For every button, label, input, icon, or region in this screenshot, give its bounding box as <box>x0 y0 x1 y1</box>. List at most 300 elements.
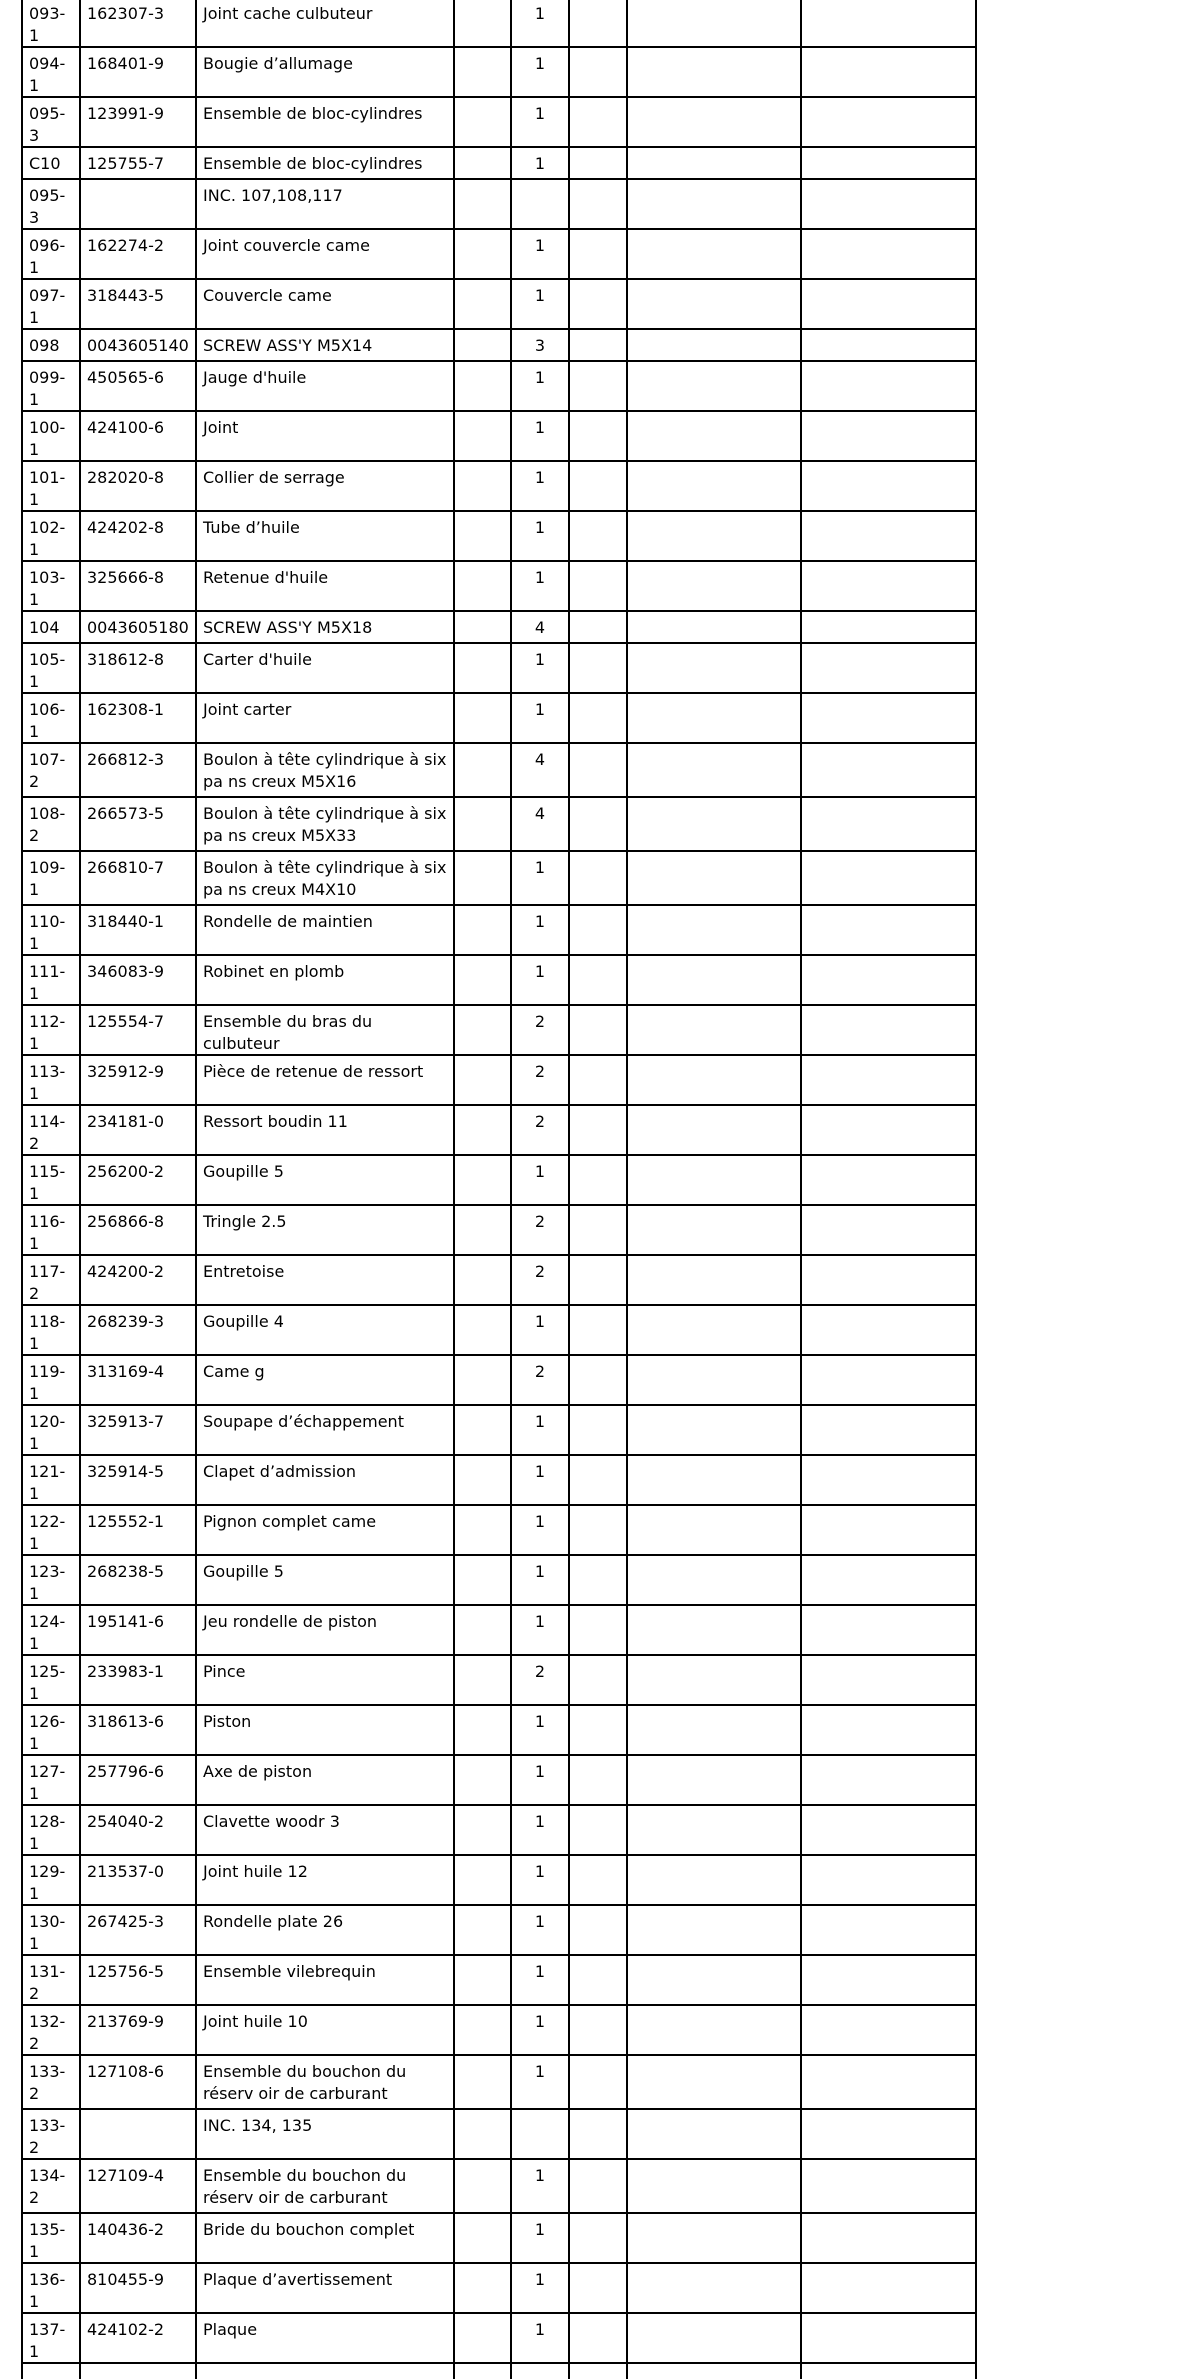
quantity-text: 2 <box>534 1662 546 1681</box>
part-number-text: 424200-2 <box>87 1262 165 1281</box>
description-cell <box>196 1455 454 1505</box>
ref-number-text: 118-1 <box>29 1312 66 1353</box>
ref-number-text: 135-1 <box>29 2220 66 2261</box>
blank-cell <box>627 2005 801 2055</box>
blank-cell <box>569 955 627 1005</box>
blank-cell <box>454 2109 511 2159</box>
blank-cell <box>801 905 976 955</box>
part-number-text: 0043605180 <box>87 618 189 637</box>
blank-cell <box>627 97 801 147</box>
blank-cell <box>454 1605 511 1655</box>
description-text: Bride du bouchon complet <box>203 2220 415 2239</box>
blank-cell <box>569 1105 627 1155</box>
quantity-text: 2 <box>534 1262 546 1281</box>
part-number-cell <box>80 1155 196 1205</box>
description-cell <box>196 1305 454 1355</box>
table-row <box>22 2005 976 2055</box>
ref-number-cell <box>22 2213 80 2263</box>
table-row <box>22 743 976 797</box>
description-cell <box>196 561 454 611</box>
blank-cell <box>627 2213 801 2263</box>
part-number-cell <box>80 47 196 97</box>
table-row <box>22 1055 976 1105</box>
blank-cell <box>569 147 627 179</box>
ref-number-text: 096-1 <box>29 236 66 277</box>
quantity-text: 1 <box>534 1812 546 1831</box>
table-row <box>22 1755 976 1805</box>
ref-number-text: 103-1 <box>29 568 66 609</box>
description-cell <box>196 1555 454 1605</box>
ref-number-cell <box>22 2313 80 2363</box>
blank-cell <box>801 2005 976 2055</box>
table-row <box>22 1405 976 1455</box>
quantity-cell <box>511 1755 569 1805</box>
ref-number-text: 095-3 <box>29 186 66 227</box>
table-row <box>22 851 976 905</box>
blank-cell <box>627 1905 801 1955</box>
quantity-text: 1 <box>534 54 546 73</box>
quantity-text: 4 <box>534 618 546 637</box>
blank-cell <box>569 97 627 147</box>
blank-cell <box>801 1005 976 1055</box>
ref-number-cell <box>22 229 80 279</box>
ref-number-text: 128-1 <box>29 1812 66 1853</box>
ref-number-text: 106-1 <box>29 700 66 741</box>
part-number-cell <box>80 2109 196 2159</box>
table-row <box>22 47 976 97</box>
table-row <box>22 0 976 47</box>
ref-number-text: 104 <box>29 618 60 637</box>
ref-number-text: 124-1 <box>29 1612 66 1653</box>
description-cell <box>196 643 454 693</box>
part-number-cell <box>80 2159 196 2213</box>
table-row <box>22 1605 976 1655</box>
ref-number-text: 136-1 <box>29 2270 66 2311</box>
blank-cell <box>627 2263 801 2313</box>
part-number-cell <box>80 1855 196 1905</box>
blank-cell <box>801 611 976 643</box>
description-cell <box>196 279 454 329</box>
description-text: Pignon complet came <box>203 1512 377 1531</box>
description-cell <box>196 2005 454 2055</box>
part-number-text: 162308-1 <box>87 700 165 719</box>
quantity-cell <box>511 179 569 229</box>
blank-cell <box>454 1655 511 1705</box>
description-text: Ensemble du bouchon du réserv oir de carburant <box>203 2062 407 2103</box>
description-cell <box>196 1255 454 1305</box>
part-number-text: 195141-6 <box>87 1612 165 1631</box>
blank-cell <box>454 1755 511 1805</box>
blank-cell <box>627 461 801 511</box>
part-number-cell <box>80 97 196 147</box>
description-cell <box>196 361 454 411</box>
description-text: Retenue d'huile <box>203 568 329 587</box>
ref-number-text: 114-2 <box>29 1112 66 1153</box>
part-number-text: 256200-2 <box>87 1162 165 1181</box>
blank-cell <box>627 611 801 643</box>
quantity-cell <box>511 229 569 279</box>
ref-number-cell <box>22 1155 80 1205</box>
part-number-text: 424202-8 <box>87 518 165 537</box>
description-cell <box>196 47 454 97</box>
table-row <box>22 955 976 1005</box>
blank-cell <box>627 279 801 329</box>
blank-cell <box>801 1655 976 1705</box>
description-text: Ensemble du bras du culbuteur <box>203 1012 373 1053</box>
part-number-text: 325913-7 <box>87 1412 165 1431</box>
part-number-text: 325912-9 <box>87 1062 165 1081</box>
quantity-cell <box>511 2263 569 2313</box>
ref-number-cell <box>22 1505 80 1555</box>
ref-number-text: 111-1 <box>29 962 66 1003</box>
ref-number-cell <box>22 561 80 611</box>
part-number-text: 162307-3 <box>87 4 165 23</box>
description-text: Ensemble de bloc-cylindres <box>203 154 423 173</box>
blank-cell <box>569 1005 627 1055</box>
part-number-cell <box>80 2313 196 2363</box>
part-number-text: 162274-2 <box>87 236 165 255</box>
blank-cell <box>569 2213 627 2263</box>
blank-cell <box>454 1305 511 1355</box>
quantity-text: 4 <box>534 804 546 823</box>
description-text: Ensemble de bloc-cylindres <box>203 104 423 123</box>
description-cell <box>196 1005 454 1055</box>
blank-cell <box>801 1705 976 1755</box>
ref-number-text: 101-1 <box>29 468 66 509</box>
ref-number-cell <box>22 461 80 511</box>
table-row <box>22 1355 976 1405</box>
blank-cell <box>627 361 801 411</box>
description-text: INC. 107,108,117 <box>203 186 343 205</box>
part-number-cell <box>80 2213 196 2263</box>
quantity-text: 1 <box>534 236 546 255</box>
table-row <box>22 1205 976 1255</box>
part-number-text: 213537-0 <box>87 1862 165 1881</box>
ref-number-cell <box>22 329 80 361</box>
blank-cell <box>454 2313 511 2363</box>
description-text: SCREW ASS'Y M5X18 <box>203 618 373 637</box>
quantity-cell <box>511 643 569 693</box>
part-number-cell <box>80 1355 196 1405</box>
quantity-cell <box>511 1705 569 1755</box>
part-number-text: 125756-5 <box>87 1962 165 1981</box>
part-number-cell <box>80 461 196 511</box>
blank-cell <box>454 955 511 1005</box>
blank-cell <box>454 229 511 279</box>
description-text: Clavette woodr 3 <box>203 1812 340 1831</box>
blank-cell <box>569 561 627 611</box>
description-cell <box>196 1505 454 1555</box>
quantity-text: 1 <box>534 1312 546 1331</box>
description-cell <box>196 1755 454 1805</box>
ref-number-cell <box>22 2005 80 2055</box>
table-row-continuation <box>22 2363 976 2379</box>
quantity-cell <box>511 2159 569 2213</box>
ref-number-text: 107-2 <box>29 750 66 791</box>
description-cell <box>196 2263 454 2313</box>
quantity-cell <box>511 1355 569 1405</box>
part-number-cell <box>80 2055 196 2109</box>
quantity-cell <box>511 1255 569 1305</box>
blank-cell <box>627 561 801 611</box>
part-number-cell <box>80 905 196 955</box>
quantity-cell <box>511 2213 569 2263</box>
quantity-text: 1 <box>534 1612 546 1631</box>
blank-cell <box>627 179 801 229</box>
part-number-text: 266810-7 <box>87 858 165 877</box>
quantity-text: 1 <box>534 2062 546 2081</box>
blank-cell <box>627 1055 801 1105</box>
ref-number-cell <box>22 2055 80 2109</box>
blank-cell <box>569 511 627 561</box>
part-number-cell <box>80 561 196 611</box>
part-number-text: 268238-5 <box>87 1562 165 1581</box>
ref-number-cell <box>22 905 80 955</box>
blank-cell <box>511 2363 569 2379</box>
part-number-text: 346083-9 <box>87 962 165 981</box>
blank-cell <box>569 797 627 851</box>
quantity-cell <box>511 1205 569 1255</box>
blank-cell <box>627 1605 801 1655</box>
blank-cell <box>801 561 976 611</box>
part-number-cell <box>80 611 196 643</box>
blank-cell <box>627 797 801 851</box>
description-cell <box>196 461 454 511</box>
quantity-cell <box>511 1105 569 1155</box>
blank-cell <box>569 851 627 905</box>
blank-cell <box>454 797 511 851</box>
blank-cell <box>801 2363 976 2379</box>
part-number-cell <box>80 147 196 179</box>
blank-cell <box>627 1755 801 1805</box>
quantity-text: 2 <box>534 1012 546 1031</box>
blank-cell <box>627 2313 801 2363</box>
description-cell <box>196 147 454 179</box>
description-text: Rondelle plate 26 <box>203 1912 344 1931</box>
description-text: Boulon à tête cylindrique à six pa ns creux M5X16 <box>203 750 447 791</box>
part-number-text: 424102-2 <box>87 2320 165 2339</box>
ref-number-cell <box>22 797 80 851</box>
blank-cell <box>569 611 627 643</box>
blank-cell <box>454 1455 511 1505</box>
description-cell <box>196 229 454 279</box>
part-number-cell <box>80 693 196 743</box>
ref-number-cell <box>22 1955 80 2005</box>
description-text: Came g <box>203 1362 265 1381</box>
quantity-cell <box>511 1505 569 1555</box>
table-row <box>22 2313 976 2363</box>
blank-cell <box>801 1755 976 1805</box>
part-number-cell <box>80 329 196 361</box>
table-row <box>22 1305 976 1355</box>
quantity-text: 1 <box>534 2220 546 2239</box>
blank-cell <box>801 2159 976 2213</box>
blank-cell <box>569 1455 627 1505</box>
ref-number-text: 121-1 <box>29 1462 66 1503</box>
ref-number-text: 110-1 <box>29 912 66 953</box>
quantity-text: 1 <box>534 468 546 487</box>
description-text: Joint huile 12 <box>203 1862 308 1881</box>
blank-cell <box>569 2159 627 2213</box>
blank-cell <box>569 1705 627 1755</box>
ref-number-text: 126-1 <box>29 1712 66 1753</box>
blank-cell <box>801 1955 976 2005</box>
quantity-text: 1 <box>534 1762 546 1781</box>
blank-cell <box>627 2159 801 2213</box>
ref-number-cell <box>22 1055 80 1105</box>
table-row <box>22 1455 976 1505</box>
blank-cell <box>801 2263 976 2313</box>
part-number-text: 266812-3 <box>87 750 165 769</box>
part-number-cell <box>80 1755 196 1805</box>
ref-number-text: 117-2 <box>29 1262 66 1303</box>
description-cell <box>196 743 454 797</box>
description-cell <box>196 1105 454 1155</box>
ref-number-text: 131-2 <box>29 1962 66 2003</box>
part-number-text: 318612-8 <box>87 650 165 669</box>
blank-cell <box>454 611 511 643</box>
table-row <box>22 329 976 361</box>
blank-cell <box>569 1205 627 1255</box>
ref-number-cell <box>22 1105 80 1155</box>
blank-cell <box>801 329 976 361</box>
ref-number-cell <box>22 1705 80 1755</box>
ref-number-cell <box>22 1855 80 1905</box>
ref-number-text: 123-1 <box>29 1562 66 1603</box>
blank-cell <box>569 2313 627 2363</box>
blank-cell <box>569 905 627 955</box>
part-number-cell <box>80 0 196 47</box>
part-number-text: 140436-2 <box>87 2220 165 2239</box>
blank-cell <box>627 1355 801 1405</box>
part-number-cell <box>80 1455 196 1505</box>
blank-cell <box>569 1955 627 2005</box>
blank-cell <box>454 693 511 743</box>
quantity-text: 1 <box>534 912 546 931</box>
blank-cell <box>569 2005 627 2055</box>
blank-cell <box>454 1355 511 1405</box>
blank-cell <box>801 1805 976 1855</box>
blank-cell <box>801 743 976 797</box>
ref-number-text: 137-1 <box>29 2320 66 2361</box>
blank-cell <box>801 1305 976 1355</box>
blank-cell <box>454 643 511 693</box>
description-text: Robinet en plomb <box>203 962 345 981</box>
part-number-text <box>87 2110 189 2115</box>
blank-cell <box>454 1155 511 1205</box>
description-cell <box>196 329 454 361</box>
quantity-cell <box>511 1905 569 1955</box>
blank-cell <box>454 1855 511 1905</box>
part-number-text: 810455-9 <box>87 2270 165 2289</box>
blank-cell <box>627 329 801 361</box>
ref-number-text: 129-1 <box>29 1862 66 1903</box>
ref-number-text: 116-1 <box>29 1212 66 1253</box>
blank-cell <box>801 797 976 851</box>
ref-number-cell <box>22 1605 80 1655</box>
part-number-text: 318440-1 <box>87 912 165 931</box>
ref-number-cell <box>22 511 80 561</box>
part-number-cell <box>80 229 196 279</box>
table-row <box>22 1805 976 1855</box>
blank-cell <box>454 1055 511 1105</box>
blank-cell <box>801 229 976 279</box>
blank-cell <box>569 2363 627 2379</box>
quantity-cell <box>511 1655 569 1705</box>
quantity-text: 1 <box>534 1912 546 1931</box>
part-number-cell <box>80 179 196 229</box>
blank-cell <box>454 1505 511 1555</box>
quantity-cell <box>511 1555 569 1605</box>
blank-cell <box>627 1705 801 1755</box>
blank-cell <box>627 147 801 179</box>
blank-cell <box>627 0 801 47</box>
description-text: Goupille 5 <box>203 1562 284 1581</box>
ref-number-text: 098 <box>29 336 60 355</box>
table-row <box>22 2159 976 2213</box>
quantity-text: 3 <box>534 336 546 355</box>
description-cell <box>196 2109 454 2159</box>
table-row <box>22 693 976 743</box>
quantity-text: 1 <box>534 4 546 23</box>
quantity-cell <box>511 1605 569 1655</box>
ref-number-cell <box>22 1305 80 1355</box>
table-row <box>22 1505 976 1555</box>
description-cell <box>196 2055 454 2109</box>
part-number-text: 282020-8 <box>87 468 165 487</box>
part-number-cell <box>80 1305 196 1355</box>
ref-number-cell <box>22 1805 80 1855</box>
description-cell <box>196 1955 454 2005</box>
blank-cell <box>569 1855 627 1905</box>
part-number-cell <box>80 1905 196 1955</box>
quantity-cell <box>511 0 569 47</box>
blank-cell <box>627 229 801 279</box>
description-cell <box>196 1405 454 1455</box>
part-number-text: 168401-9 <box>87 54 165 73</box>
ref-number-text: 125-1 <box>29 1662 66 1703</box>
blank-cell <box>801 643 976 693</box>
part-number-cell <box>80 361 196 411</box>
ref-number-text: 119-1 <box>29 1362 66 1403</box>
description-text: Carter d'huile <box>203 650 312 669</box>
description-cell <box>196 797 454 851</box>
blank-cell <box>627 1205 801 1255</box>
ref-number-cell <box>22 147 80 179</box>
part-number-text: 127108-6 <box>87 2062 165 2081</box>
blank-cell <box>801 1455 976 1505</box>
ref-number-text: 105-1 <box>29 650 66 691</box>
ref-number-text: 132-2 <box>29 2012 66 2053</box>
part-number-cell <box>80 1955 196 2005</box>
description-text: SCREW ASS'Y M5X14 <box>203 336 373 355</box>
blank-cell <box>569 1055 627 1105</box>
blank-cell <box>569 279 627 329</box>
blank-cell <box>454 851 511 905</box>
blank-cell <box>569 1255 627 1305</box>
blank-cell <box>454 2363 511 2379</box>
part-number-text: 313169-4 <box>87 1362 165 1381</box>
blank-cell <box>801 0 976 47</box>
ref-number-text: 099-1 <box>29 368 66 409</box>
quantity-text: 1 <box>534 286 546 305</box>
quantity-cell <box>511 1055 569 1105</box>
description-text: Pince <box>203 1662 246 1681</box>
ref-number-cell <box>22 1355 80 1405</box>
blank-cell <box>627 1555 801 1605</box>
blank-cell <box>801 411 976 461</box>
quantity-text: 1 <box>534 154 546 173</box>
